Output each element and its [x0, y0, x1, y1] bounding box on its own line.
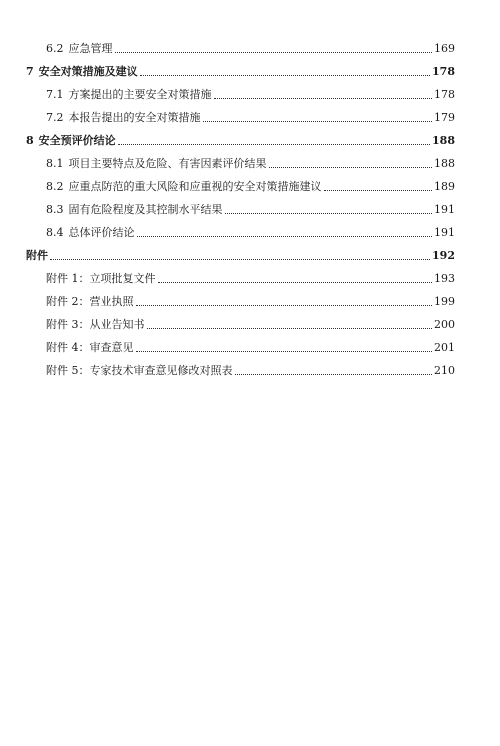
toc-number: 7	[26, 65, 34, 78]
toc-title: 方案提出的主要安全对策措施	[68, 88, 212, 101]
toc-number: 8.1	[46, 157, 64, 170]
toc-entry[interactable]	[46, 153, 455, 171]
toc-title: 本报告提出的安全对策措施	[68, 111, 201, 124]
toc-page-number: 178	[434, 88, 455, 101]
toc-number: 附件 1：	[46, 272, 90, 285]
dot-leader	[203, 120, 433, 122]
dot-leader	[225, 212, 433, 214]
dot-leader	[118, 143, 430, 145]
toc-entry[interactable]	[46, 337, 455, 355]
dot-leader	[324, 189, 433, 191]
toc-page-number: 188	[434, 157, 455, 170]
toc-entry[interactable]	[46, 291, 455, 309]
toc-page-number: 210	[434, 364, 455, 377]
toc-title: 安全对策措施及建议	[38, 65, 138, 78]
toc-number: 8	[26, 134, 34, 147]
toc-entry[interactable]	[46, 84, 455, 102]
toc-number: 附件 4：	[46, 341, 90, 354]
dot-leader	[214, 97, 433, 99]
toc-number: 附件 2：	[46, 295, 90, 308]
dot-leader	[235, 373, 433, 375]
toc-title: 附件	[26, 249, 48, 262]
toc-title: 审查意见	[89, 341, 134, 354]
toc-number: 附件 5：	[46, 364, 90, 377]
toc-number: 6.2	[46, 42, 64, 55]
toc-title: 从业告知书	[89, 318, 145, 331]
dot-leader	[137, 235, 433, 237]
toc-number: 附件 3：	[46, 318, 90, 331]
toc-entry[interactable]	[46, 268, 455, 286]
toc-entry[interactable]	[46, 222, 455, 240]
toc-page-number: 192	[432, 249, 455, 262]
toc-title: 固有危险程度及其控制水平结果	[68, 203, 223, 216]
toc-title: 项目主要特点及危险、有害因素评价结果	[68, 157, 267, 170]
toc-title: 安全预评价结论	[38, 134, 116, 147]
toc-page-number: 200	[434, 318, 455, 331]
dot-leader	[50, 258, 430, 260]
toc-title: 应重点防范的重大风险和应重视的安全对策措施建议	[68, 180, 322, 193]
toc-entry[interactable]	[26, 61, 455, 79]
toc-page-number: 188	[432, 134, 455, 147]
toc-entry[interactable]	[46, 176, 455, 194]
toc-entry[interactable]	[46, 360, 455, 378]
toc-page-number: 178	[432, 65, 455, 78]
toc-title: 专家技术审查意见修改对照表	[89, 364, 233, 377]
dot-leader	[136, 304, 433, 306]
toc-number: 7.1	[46, 88, 64, 101]
toc-page-number: 191	[434, 203, 455, 216]
toc-page-number: 193	[434, 272, 455, 285]
toc-entry[interactable]	[46, 107, 455, 125]
toc-title: 营业执照	[89, 295, 134, 308]
toc-entry[interactable]	[26, 130, 455, 148]
toc-number: 8.2	[46, 180, 64, 193]
toc-page-number: 191	[434, 226, 455, 239]
toc-number: 8.3	[46, 203, 64, 216]
toc-page-number: 199	[434, 295, 455, 308]
toc-number: 7.2	[46, 111, 64, 124]
toc-entry[interactable]	[26, 245, 455, 263]
dot-leader	[140, 74, 430, 76]
toc-entry[interactable]	[46, 314, 455, 332]
dot-leader	[136, 350, 433, 352]
toc-number: 8.4	[46, 226, 64, 239]
toc-page-number: 169	[434, 42, 455, 55]
toc-entry[interactable]	[46, 38, 455, 56]
toc-title: 立项批复文件	[89, 272, 156, 285]
dot-leader	[147, 327, 433, 329]
toc-entry[interactable]	[46, 199, 455, 217]
dot-leader	[115, 51, 433, 53]
toc-title: 总体评价结论	[68, 226, 135, 239]
toc-page-number: 179	[434, 111, 455, 124]
dot-leader	[158, 281, 433, 283]
toc-page-number: 201	[434, 341, 455, 354]
toc-title: 应急管理	[68, 42, 113, 55]
toc-page-number: 189	[434, 180, 455, 193]
dot-leader	[269, 166, 433, 168]
